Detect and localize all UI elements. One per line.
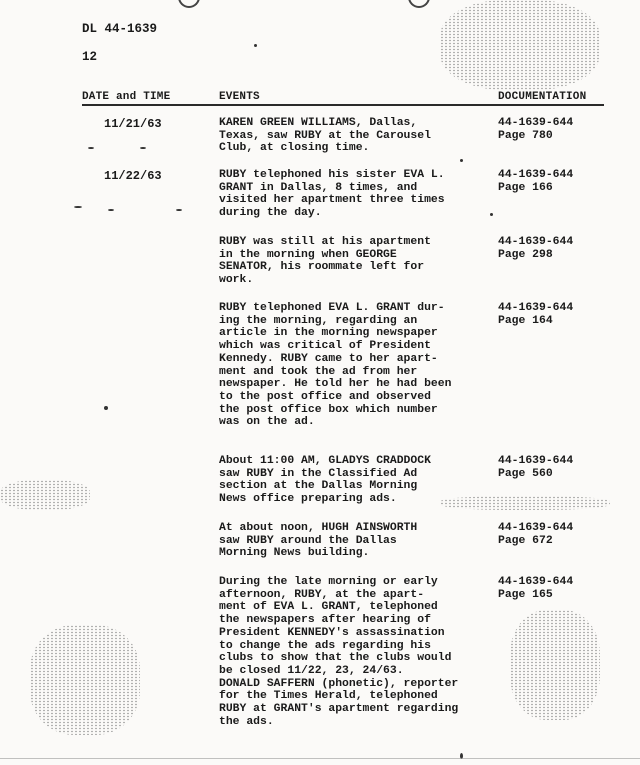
column-header-documentation: DOCUMENTATION: [498, 91, 587, 103]
entry-event: KAREN GREEN WILLIAMS, Dallas, Texas, saw RUBY at the Carousel Club, at closing time.: [219, 117, 431, 155]
scan-noise: [510, 610, 600, 720]
entry-event: RUBY telephoned EVA L. GRANT dur- ing the morning, regarding an article in the morning newspaper which was critical of President Kennedy. RUBY came to her apart- ment and took the ad from her newspaper. He told her he had been to the post office and observed the post office box which number was on the ad.: [219, 302, 452, 429]
scan-noise: [440, 0, 600, 90]
entry-documentation: 44-1639-644 Page 164: [498, 302, 574, 327]
speck: [108, 209, 114, 211]
speck: [254, 44, 257, 47]
speck: [74, 206, 82, 208]
column-header-events: EVENTS: [219, 91, 260, 103]
entry-event: RUBY was still at his apartment in the morning when GEORGE SENATOR, his roommate left for work.: [219, 236, 431, 287]
file-number: DL 44-1639: [82, 22, 158, 36]
speck: [460, 159, 463, 162]
entry-documentation: 44-1639-644 Page 298: [498, 236, 574, 261]
header-rule: [82, 104, 604, 106]
speck: [104, 406, 108, 410]
speck: [176, 209, 182, 211]
entry-event: At about noon, HUGH AINSWORTH saw RUBY around the Dallas Morning News building.: [219, 522, 418, 560]
entry-date: 11/22/63: [104, 169, 162, 183]
binder-hole-left: [178, 0, 200, 8]
entry-documentation: 44-1639-644 Page 165: [498, 576, 574, 601]
speck: [88, 147, 94, 149]
entry-event: RUBY telephoned his sister EVA L. GRANT in Dallas, 8 times, and visited her apartment three times during the day.: [219, 169, 445, 220]
entry-event: About 11:00 AM, GLADYS CRADDOCK saw RUBY in the Classified Ad section at the Dallas Morning News office preparing ads.: [219, 455, 431, 506]
binder-hole-right: [408, 0, 430, 8]
scan-noise: [30, 625, 140, 735]
speck: [140, 147, 146, 149]
scan-noise: [0, 480, 90, 510]
page-number: 12: [82, 50, 98, 64]
entry-documentation: 44-1639-644 Page 166: [498, 169, 574, 194]
scan-edge-line: [0, 758, 640, 759]
entry-documentation: 44-1639-644 Page 780: [498, 117, 574, 142]
entry-date: 11/21/63: [104, 117, 162, 131]
scan-noise: [440, 496, 610, 510]
column-header-date: DATE and TIME: [82, 91, 171, 103]
entry-documentation: 44-1639-644 Page 560: [498, 455, 574, 480]
speck: [490, 213, 493, 216]
entry-event: During the late morning or early afternoon, RUBY, at the apart- ment of EVA L. GRANT, telephoned the newspapers after hearing of President KENNEDY's assassination to change the ads regarding his clubs to show that the clubs would be closed 11/22, 23, 24/63. DONALD SAFFERN (phonetic), reporter for the Times Herald, telephoned RUBY at GRANT's apartment regarding the ads.: [219, 576, 459, 728]
entry-documentation: 44-1639-644 Page 672: [498, 522, 574, 547]
